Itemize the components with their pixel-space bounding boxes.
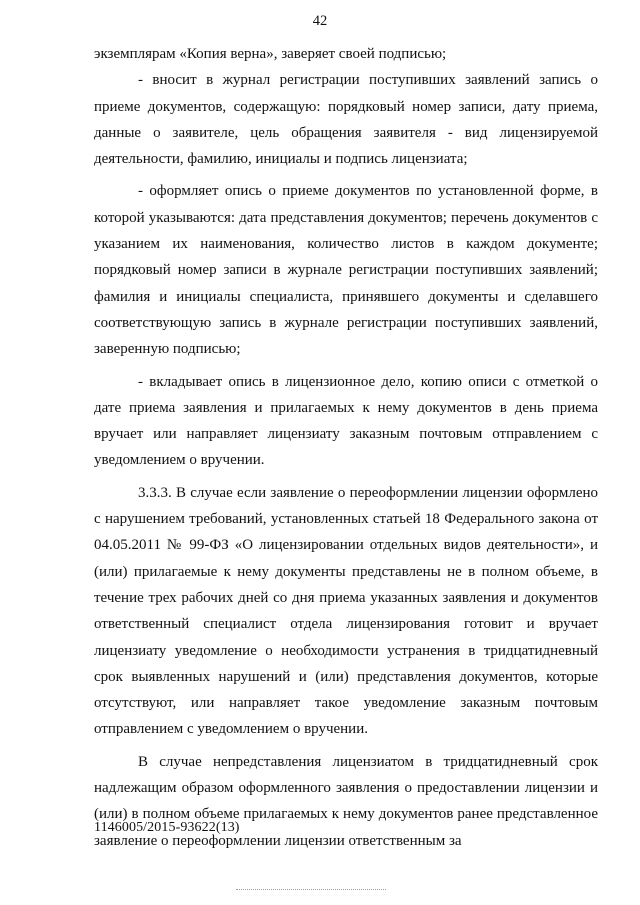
paragraph-section-3-3-3: 3.3.3. В случае если заявление о переоформлении лицензии оформлено с нарушением требований, установленных статьей 18 Федерального закона от 04.05.2011 № 99-ФЗ «О лицензировании отдельных видов деятельности», и (или) прилагаемые к нему документы представлены не в полном объеме, в течение трех рабочих дней со дня приема указанных заявления и документов ответственный специалист отдела лицензирования готовит и вручает лицензиату уведомление о необходимости устранения в тридцатидневный срок выявленных нарушений и (или) представления документов, которые отсутствуют, или направляет такое уведомление заказным почтовым отправлением с уведомлением о вручении. xyxy=(94,484,598,738)
page-number: 42 xyxy=(312,13,328,29)
paragraph-inventory: - оформляет опись о приеме документов по установленной форме, в которой указываются: дата представления документов; перечень документов с указанием их наименования, количество листов в каждом документе; порядковый номер записи в журнале регистрации поступивших заявлений; фамилия и инициалы специалиста, принявшего документы и сделавшего соответствующую запись в журнале регистрации поступивших заявлений, заверенную подписью; xyxy=(94,183,598,358)
paragraph-continuation: экземплярам «Копия верна», заверяет своей подписью; xyxy=(94,46,447,62)
paragraph-journal-entry: - вносит в журнал регистрации поступивших заявлений запись о приеме документов, содержащую: порядковый номер записи, дату приема, данные о заявителе, цель обращения заявителя - вид лицензируемой деятельности, фамилию, инициалы и подпись лицензиата; xyxy=(94,72,598,168)
scan-artifact xyxy=(236,889,386,892)
paragraph-non-submission: В случае непредставления лицензиатом в тридцатидневный срок надлежащим образом оформленного заявления о предоставлении лицензии и (или) в полном объеме прилагаемых к нему документов ранее представленное заявление о переоформлении лицензии ответственным за xyxy=(94,753,598,849)
document-registration-code: 1146005/2015-93622(13) xyxy=(94,820,240,835)
document-body xyxy=(94,41,598,854)
paragraph-attach-inventory: - вкладывает опись в лицензионное дело, копию описи с отметкой о дате приема заявления и прилагаемых к нему документов в день приема вручает или направляет лицензиату заказным почтовым отправлением с уведомлением о вручении. xyxy=(94,373,598,469)
